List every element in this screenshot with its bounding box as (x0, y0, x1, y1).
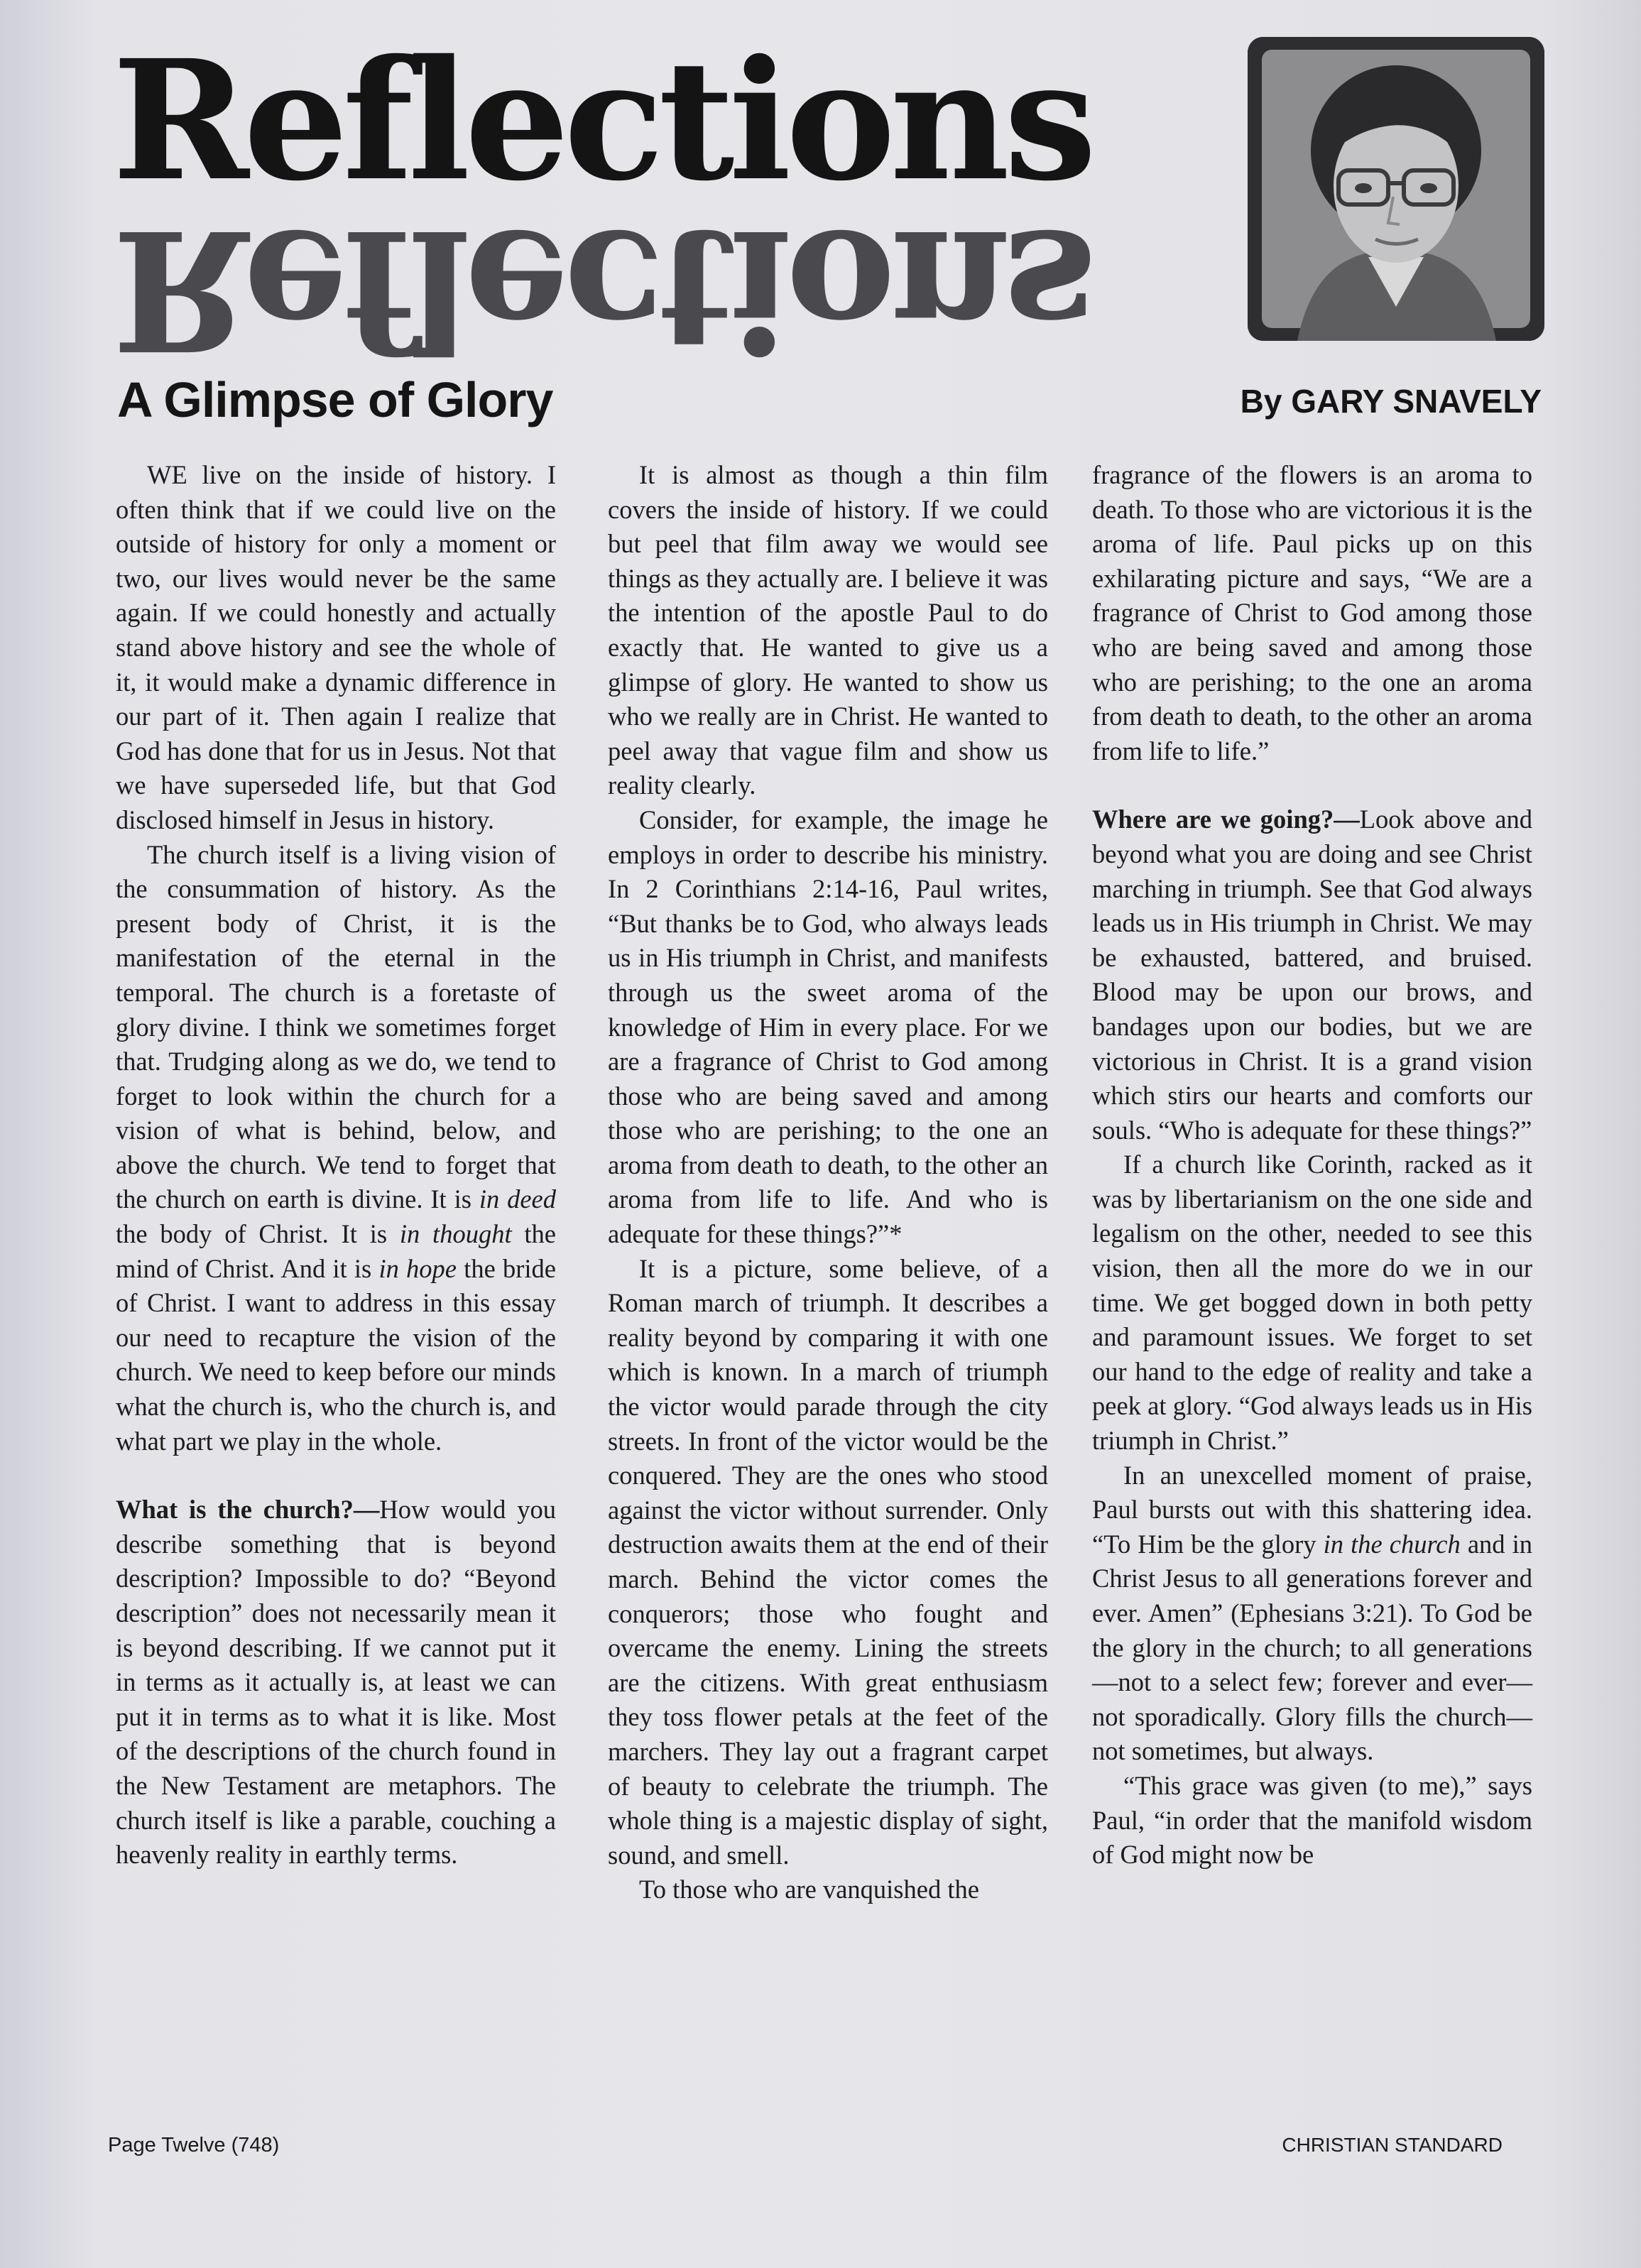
body-paragraph (608, 1252, 1048, 1873)
reflections-banner (112, 23, 1220, 387)
italic-text: in hope (378, 1253, 457, 1283)
article-headline: A Glimpse of Glory (117, 372, 553, 427)
author-portrait-image (1248, 37, 1544, 341)
text-run: It is almost as though a thin film covers the inside of history. If we could but peel that film away we would see things as they actually are. I believe it was the intention of the apostle Paul to do exactly that. He wanted to give us a glimpse of glory. He wanted to show us who we really are in Christ. He wanted to peel away that vague film and show us reality clearly. (608, 460, 1048, 800)
text-column-1 (116, 458, 556, 1872)
body-paragraph (116, 458, 556, 838)
text-run: How would you describe something that is beyond description? Impossible to do? “Beyond description” does not necessarily mean it is beyond describing. If we cannot put it in terms as it actually is, at least we can put it in terms as to what it is like. Most of the descriptions of the church found in the New Testament are metaphors. The church itself is like a parable, couching a heavenly reality in earthly terms. (116, 1495, 557, 1870)
italic-text: in the church (1323, 1529, 1461, 1559)
body-paragraph (608, 1872, 1048, 1907)
text-run: fragrance of the flowers is an aroma to death. To those who are victorious it is the aroma of life. Paul picks up on this exhilarating picture and says, “We are a fragrance of Christ to God among those who are being saved and among those who are perishing; to the one an aroma from death to death, to the other an aroma from life to life.” (1092, 460, 1532, 765)
body-paragraph (608, 458, 1048, 803)
text-run: “This grace was given (to me),” says Paul, “in order that the manifold wisdom of God might now be (1092, 1770, 1532, 1870)
subhead-text: Where are we going?— (1092, 805, 1360, 834)
text-column-3 (1092, 458, 1532, 1872)
author-photo (1248, 37, 1544, 341)
banner-title: Reflections (112, 23, 1091, 217)
text-run: In an unexcelled moment of praise, Paul bursts out with this shattering idea. “To Him be the glory (1092, 1460, 1532, 1559)
text-run: If a church like Corinth, racked as it was by libertarianism on the one side and legalism on the other, needed to see this vision, then all the more do we in our time. We get bogged down in both petty and paramount issues. We forget to set our hand to the edge of reality and take a peek at glory. “God always leads us in His triumph in Christ.” (1092, 1150, 1532, 1456)
text-run: Consider, for example, the image he employs in order to describe his ministry. In 2 Corinthians 2:14-16, Paul writes, “But thanks be to God, who always leads us in His triumph in Christ, and manifests through us the sweet aroma of the knowledge of Him in every place. For we are a fragrance of Christ to God among those who are being saved and among those who are perishing; to the one an aroma from death to death, to the other an aroma from life to life. And who is adequate for these things?”* (608, 805, 1048, 1249)
body-paragraph (1092, 1459, 1532, 1769)
subhead-text: What is the church?— (116, 1495, 380, 1525)
banner-title-reflection: Reflections (112, 193, 1091, 387)
text-run: It is a picture, some believe, of a Roman march of triumph. It describes a reality beyond by comparing it with one which is known. In a march of triumph the victor would parade through the city streets. In front of the victor would be the conquered. They are the ones who stood against the victor without surrender. Only destruction awaits them at the end of their march. Behind the victor comes the conquerors; those who fought and overcame the enemy. Lining the streets are the citizens. With great enthusiasm they toss flower petals at the feet of the marchers. They lay out a fragrant carpet of beauty to celebrate the triumph. The whole thing is a majestic display of sight, sound, and smell. (608, 1253, 1048, 1870)
text-run: The church itself is a living vision of the consummation of history. As the present body of Christ, it is the manifestation of the eternal in the temporal. The church is a foretaste of glory divine. I think we sometimes forget that. Trudging along as we do, we tend to forget to look within the church for a vision of what is behind, below, and above the church. We tend to forget that the church on earth is divine. It is (116, 839, 556, 1214)
text-run: WE live on the inside of history. I often think that if we could live on the outside of history for only a moment or two, our lives would never be the same again. If we could honestly and actually stand above history and see the whole of it, it would make a dynamic difference in our part of it. Then again I realize that God has done that for us in Jesus. Not that we have superseded life, but that God disclosed himself in Jesus in history. (116, 460, 556, 834)
italic-text: in deed (479, 1184, 556, 1214)
publication-name: CHRISTIAN STANDARD (1282, 2134, 1503, 2156)
italic-text: in thought (399, 1219, 512, 1249)
body-paragraph (1092, 1147, 1532, 1458)
text-run: To those who are vanquished the (639, 1875, 979, 1904)
text-run: Look above and beyond what you are doing and see Christ marching in triumph. See that God always leads us in His triumph in Christ. We may be exhausted, battered, and bruised. Blood may be upon our brows, and bandages upon our bodies, but we are victorious in Christ. It is a grand vision which stirs our hearts and comforts our souls. “Who is adequate for these things?” (1092, 805, 1532, 1145)
article-byline: By GARY SNAVELY (1240, 383, 1542, 420)
text-run: the body of Christ. It is (116, 1219, 400, 1249)
text-run: the mind of Christ. And it is (116, 1219, 556, 1283)
body-paragraph (116, 838, 556, 1459)
text-column-2 (608, 458, 1048, 1907)
page-number: Page Twelve (748) (108, 2134, 280, 2157)
body-paragraph (608, 803, 1048, 1252)
body-paragraph (1092, 458, 1532, 768)
body-paragraph (1092, 1769, 1532, 1872)
text-run: and in Christ Jesus to all generations forever and ever. Amen” (Ephesians 3:21). To God be the glory in the church; to all generations—not to a select few; forever and ever—not sporadically. Glory fills the church—not sometimes, but always. (1092, 1529, 1533, 1766)
subhead-paragraph (116, 1493, 556, 1872)
subhead-paragraph (1092, 802, 1532, 1147)
text-run: the bride of Christ. I want to address in this essay our need to recapture the vision of the church. We need to keep before our minds what the church is, who the church is, and what part we play in the whole. (116, 1253, 556, 1456)
